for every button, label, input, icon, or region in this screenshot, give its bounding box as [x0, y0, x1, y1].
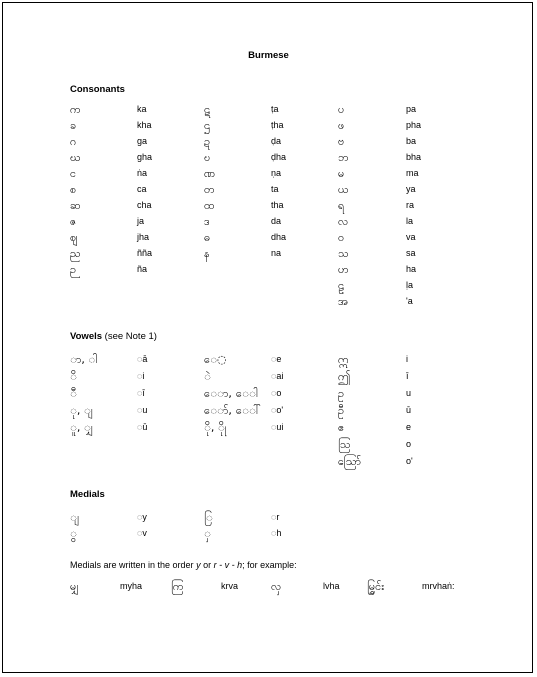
- example-translit: lvha: [323, 581, 340, 591]
- consonant-translit: ha: [406, 264, 417, 274]
- consonant-letter: ဍ: [204, 135, 211, 148]
- consonant-translit: da: [271, 216, 282, 226]
- vowels-heading-label: Vowels: [70, 331, 103, 342]
- consonant-translit: ña: [137, 264, 148, 274]
- consonant-letter: ယ: [338, 183, 349, 196]
- consonant-translit: ja: [137, 216, 145, 226]
- consonant-translit: sa: [406, 248, 416, 258]
- consonant-letter: ဒ: [204, 215, 210, 228]
- consonant-translit: dha: [271, 232, 287, 242]
- consonant-translit: ta: [271, 184, 279, 194]
- consonant-letter: စ: [70, 183, 77, 196]
- vowels-heading: [70, 332, 157, 342]
- medial-letter: ◌ွ: [70, 527, 77, 540]
- consonant-letter: ခ: [70, 119, 77, 132]
- vowel-letter: ေ◌: [204, 353, 227, 366]
- medial-translit: ◌y: [137, 512, 147, 522]
- vowel-translit: ◌e: [271, 354, 282, 364]
- consonant-letter: ဌ: [204, 119, 211, 132]
- consonant-translit: cha: [137, 200, 152, 210]
- vowel-letter: ဤ: [338, 370, 351, 383]
- page-title: Burmese: [248, 50, 289, 61]
- consonant-letter: ဗ: [338, 135, 345, 148]
- medial-letter: ◌ြ: [204, 511, 213, 524]
- consonant-translit: ṅa: [137, 168, 148, 178]
- consonant-letter: ဂ: [70, 135, 77, 148]
- consonant-letter: က: [70, 103, 81, 116]
- order-note-or: or: [200, 560, 214, 570]
- consonants-heading: Consonants: [70, 84, 125, 95]
- consonant-letter: လ: [338, 215, 349, 228]
- consonant-letter: ဈ: [70, 231, 78, 244]
- vowel-letter: ဩ: [338, 438, 351, 451]
- order-note-prefix: Medials are written in the order: [70, 560, 197, 570]
- vowel-letter: ◌ီ: [70, 387, 77, 400]
- example-translit: mrvhaṅ:: [422, 581, 455, 591]
- consonant-translit: ññа: [137, 248, 153, 258]
- consonant-translit: bha: [406, 152, 422, 162]
- vowel-translit: o: [406, 439, 412, 449]
- vowel-translit: ◌u: [137, 405, 148, 415]
- consonant-letter: ည: [70, 247, 81, 260]
- vowel-letter: ◌ူ, ◌ျှ: [70, 421, 93, 434]
- consonant-letter: ဆ: [70, 199, 81, 212]
- consonant-translit: ga: [137, 136, 148, 146]
- vowel-letter: ဥ: [338, 387, 345, 400]
- consonant-translit: ḷa: [406, 280, 414, 290]
- example-word: လှ: [271, 580, 282, 593]
- medial-letter: ◌ျ: [70, 511, 79, 524]
- vowel-translit: i: [406, 354, 408, 364]
- vowel-letter: ဧ: [338, 421, 345, 434]
- consonant-letter: ဋ: [204, 103, 211, 116]
- consonant-letter: ဏ: [204, 167, 216, 180]
- consonant-translit: va: [406, 232, 416, 242]
- example-word: မြွှင်း: [367, 580, 385, 593]
- vowel-letter: ◌ာ, ◌ါ: [70, 353, 98, 366]
- consonant-letter: ဇ: [70, 215, 77, 228]
- consonant-translit: ra: [406, 200, 415, 210]
- consonant-translit: ma: [406, 168, 419, 178]
- vowel-letter: ◌ု, ◌ျ: [70, 404, 93, 417]
- medial-translit: ◌v: [137, 528, 147, 538]
- vowel-letter: ဪ: [338, 455, 362, 468]
- consonant-translit: ca: [137, 184, 147, 194]
- vowel-translit: ◌i: [137, 371, 145, 381]
- consonant-letter: ဠ: [338, 279, 345, 292]
- order-note-seq: r - v - h: [213, 560, 243, 570]
- vowel-translit: ◌ui: [271, 422, 284, 432]
- consonant-letter: င: [70, 167, 77, 180]
- consonant-translit: ṭa: [271, 104, 279, 114]
- vowel-translit: ◌o': [271, 405, 284, 415]
- consonant-letter: တ: [204, 183, 215, 196]
- example-translit: krva: [221, 581, 239, 591]
- consonant-translit: 'a: [406, 296, 413, 306]
- vowel-translit: u: [406, 388, 412, 398]
- vowel-translit: ◌ū: [137, 422, 148, 432]
- example-word: မျှ: [70, 580, 79, 593]
- consonant-translit: na: [271, 248, 282, 258]
- vowel-translit: ◌o: [271, 388, 282, 398]
- consonant-translit: jha: [137, 232, 150, 242]
- medial-translit: ◌r: [271, 512, 280, 522]
- consonant-translit: ka: [137, 104, 147, 114]
- consonant-letter: ဖ: [338, 119, 345, 132]
- medials-order-note: [70, 561, 297, 570]
- consonant-translit: pa: [406, 104, 417, 114]
- example-translit: myha: [120, 581, 143, 591]
- vowel-letter: ေ◌ာ, ေ◌ါ: [204, 387, 258, 400]
- vowel-letter: ဦ: [338, 404, 345, 417]
- consonant-translit: ḍa: [271, 136, 282, 146]
- consonant-translit: tha: [271, 200, 284, 210]
- consonant-translit: gha: [137, 152, 153, 162]
- consonant-letter: ဎ: [204, 151, 211, 164]
- consonant-letter: ပ: [338, 103, 345, 116]
- consonant-letter: ထ: [204, 199, 215, 212]
- consonant-letter: ဘ: [338, 151, 349, 164]
- vowel-translit: o': [406, 456, 413, 466]
- vowel-translit: ◌ī: [137, 388, 145, 398]
- consonant-translit: ṇa: [271, 168, 282, 178]
- order-note-suffix: ; for example:: [242, 560, 297, 570]
- vowel-translit: e: [406, 422, 412, 432]
- vowel-translit: ū: [406, 405, 412, 415]
- consonant-translit: kha: [137, 120, 152, 130]
- vowel-letter: ◌ဲ: [204, 370, 211, 383]
- consonant-letter: ဝ: [338, 231, 345, 244]
- consonant-translit: ṭha: [271, 120, 284, 130]
- consonant-translit: ḍha: [271, 152, 287, 162]
- consonant-translit: pha: [406, 120, 422, 130]
- example-word: ကြ: [171, 580, 184, 593]
- consonant-letter: မ: [338, 167, 345, 180]
- vowel-translit: ◌ā: [137, 354, 148, 364]
- vowel-translit: ◌ai: [271, 371, 284, 381]
- medials-heading: Medials: [70, 489, 105, 500]
- consonant-translit: ba: [406, 136, 417, 146]
- consonant-letter: ဃ: [70, 151, 81, 164]
- medial-translit: ◌h: [271, 528, 282, 538]
- consonant-letter: ဟ: [338, 263, 349, 276]
- consonant-letter: န: [204, 247, 210, 260]
- vowel-translit: ī: [406, 371, 409, 381]
- vowel-letter: ◌ို, ◌ိုု: [204, 421, 227, 434]
- medial-letter: ◌ှ: [204, 527, 211, 540]
- vowel-letter: ◌ိ: [70, 370, 77, 383]
- consonant-letter: အ: [338, 295, 349, 308]
- vowels-heading-note: (see Note 1): [104, 331, 157, 342]
- consonant-letter: ဓ: [204, 231, 211, 244]
- consonant-translit: ya: [406, 184, 416, 194]
- vowel-letter: ေ◌ာ်, ေ◌ါ်: [204, 404, 261, 417]
- consonant-letter: ဉ: [70, 263, 77, 276]
- consonant-translit: la: [406, 216, 414, 226]
- vowel-letter: ဣ: [338, 353, 349, 366]
- order-note-y: y: [196, 560, 201, 570]
- consonant-letter: ရ: [338, 199, 345, 212]
- document-page: [2, 2, 533, 673]
- consonant-letter: သ: [338, 247, 349, 260]
